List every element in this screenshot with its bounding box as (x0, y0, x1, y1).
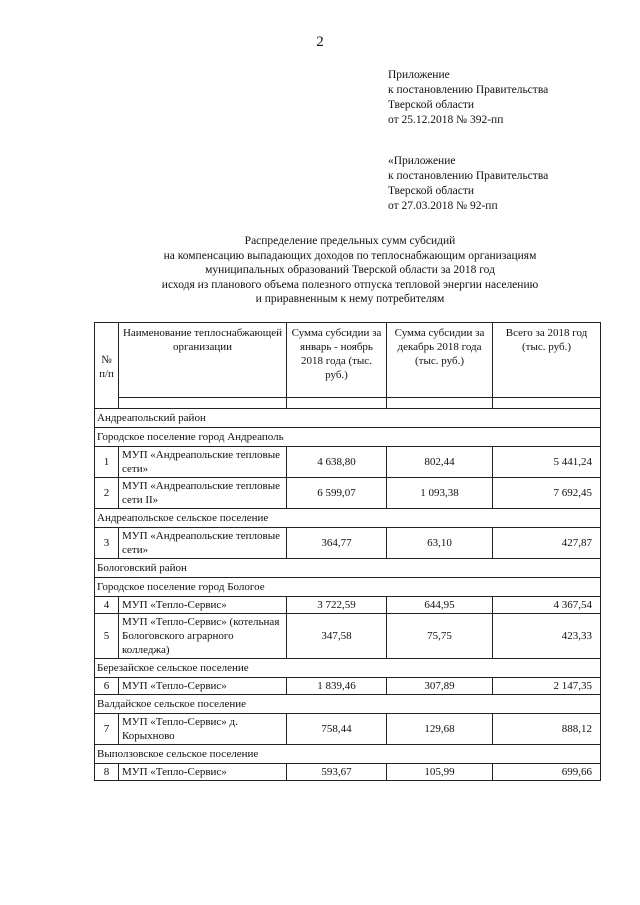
row-number: 7 (95, 714, 119, 745)
organization-name: МУП «Андреапольские тепловые сети» (119, 528, 287, 559)
total-amount: 423,33 (493, 614, 601, 659)
section-title: Выползовское сельское поселение (95, 745, 601, 764)
row-number: 5 (95, 614, 119, 659)
section-title: Городское поселение город Андреаполь (95, 428, 601, 447)
organization-name: МУП «Тепло-Сервис» (котельная Бологовского аграрного колледжа) (119, 614, 287, 659)
row-number: 4 (95, 597, 119, 614)
jan-nov-amount: 1 839,46 (287, 678, 387, 695)
column-header-december: Сумма субсидии за декабрь 2018 года (тыс. руб.) (387, 323, 493, 398)
table-row (95, 447, 601, 478)
table-row (95, 764, 601, 781)
jan-nov-amount: 593,67 (287, 764, 387, 781)
section-row (95, 695, 601, 714)
row-number: 6 (95, 678, 119, 695)
section-title: Валдайское сельское поселение (95, 695, 601, 714)
table-row (95, 678, 601, 695)
table-row (95, 614, 601, 659)
header-spacer (387, 398, 493, 409)
december-amount: 644,95 (387, 597, 493, 614)
section-title: Бологовский район (95, 559, 601, 578)
header-spacer (287, 398, 387, 409)
section-title: Андреапольский район (95, 409, 601, 428)
organization-name: МУП «Андреапольские тепловые сети» (119, 447, 287, 478)
page-number: 2 (316, 34, 324, 50)
title-line: исходя из планового объема полезного отпуска тепловой энергии населению (161, 278, 539, 291)
organization-name: МУП «Тепло-Сервис» (119, 764, 287, 781)
header-spacer (119, 398, 287, 409)
document-title (60, 234, 640, 307)
row-number: 2 (95, 478, 119, 509)
december-amount: 1 093,38 (387, 478, 493, 509)
jan-nov-amount: 6 599,07 (287, 478, 387, 509)
december-amount: 307,89 (387, 678, 493, 695)
table-row (95, 714, 601, 745)
total-amount: 888,12 (493, 714, 601, 745)
appendix-header-current (388, 68, 548, 128)
table-row (95, 597, 601, 614)
organization-name: МУП «Андреапольские тепловые сети II» (119, 478, 287, 509)
appendix-line: «Приложение (388, 155, 456, 167)
total-amount: 427,87 (493, 528, 601, 559)
header-spacer (493, 398, 601, 409)
row-number: 1 (95, 447, 119, 478)
total-amount: 5 441,24 (493, 447, 601, 478)
table-row (95, 528, 601, 559)
title-line: Распределение предельных сумм субсидий (244, 235, 456, 247)
section-row (95, 428, 601, 447)
december-amount: 75,75 (387, 614, 493, 659)
appendix-line: от 27.03.2018 № 92-пп (388, 200, 498, 212)
organization-name: МУП «Тепло-Сервис» (119, 678, 287, 695)
row-number: 3 (95, 528, 119, 559)
total-amount: 7 692,45 (493, 478, 601, 509)
section-row (95, 559, 601, 578)
organization-name: МУП «Тепло-Сервис» д. Корыхново (119, 714, 287, 745)
appendix-line: Приложение (388, 69, 450, 81)
column-header-organization: Наименование теплоснабжающей организации (119, 323, 287, 398)
subsidy-table (94, 322, 601, 781)
section-title: Андреапольское сельское поселение (95, 509, 601, 528)
december-amount: 63,10 (387, 528, 493, 559)
total-amount: 2 147,35 (493, 678, 601, 695)
total-amount: 4 367,54 (493, 597, 601, 614)
jan-nov-amount: 758,44 (287, 714, 387, 745)
appendix-line: Тверской области (388, 99, 474, 111)
section-row (95, 659, 601, 678)
december-amount: 105,99 (387, 764, 493, 781)
section-row (95, 578, 601, 597)
december-amount: 129,68 (387, 714, 493, 745)
column-header-jan-nov: Сумма субсидии за январь - ноябрь 2018 года (тыс. руб.) (287, 323, 387, 398)
appendix-line: к постановлению Правительства (388, 84, 549, 96)
title-line: на компенсацию выпадающих доходов по теплоснабжающим организациям (163, 249, 537, 262)
row-number: 8 (95, 764, 119, 781)
december-amount: 802,44 (387, 447, 493, 478)
column-header-total: Всего за 2018 год (тыс. руб.) (493, 323, 601, 398)
jan-nov-amount: 4 638,80 (287, 447, 387, 478)
appendix-line: Тверской области (388, 185, 474, 197)
table-body (95, 409, 601, 781)
appendix-line: от 25.12.2018 № 392-пп (388, 114, 504, 126)
jan-nov-amount: 364,77 (287, 528, 387, 559)
section-row (95, 745, 601, 764)
section-title: Березайское сельское поселение (95, 659, 601, 678)
title-line: муниципальных образований Тверской области за 2018 год (205, 264, 495, 276)
total-amount: 699,66 (493, 764, 601, 781)
section-row (95, 509, 601, 528)
jan-nov-amount: 3 722,59 (287, 597, 387, 614)
table-row (95, 478, 601, 509)
title-line: и приравненным к нему потребителям (255, 293, 445, 305)
appendix-line: к постановлению Правительства (388, 170, 549, 182)
organization-name: МУП «Тепло-Сервис» (119, 597, 287, 614)
section-title: Городское поселение город Бологое (95, 578, 601, 597)
appendix-header-original (388, 154, 548, 214)
column-header-number: № п/п (95, 323, 119, 409)
section-row (95, 409, 601, 428)
jan-nov-amount: 347,58 (287, 614, 387, 659)
